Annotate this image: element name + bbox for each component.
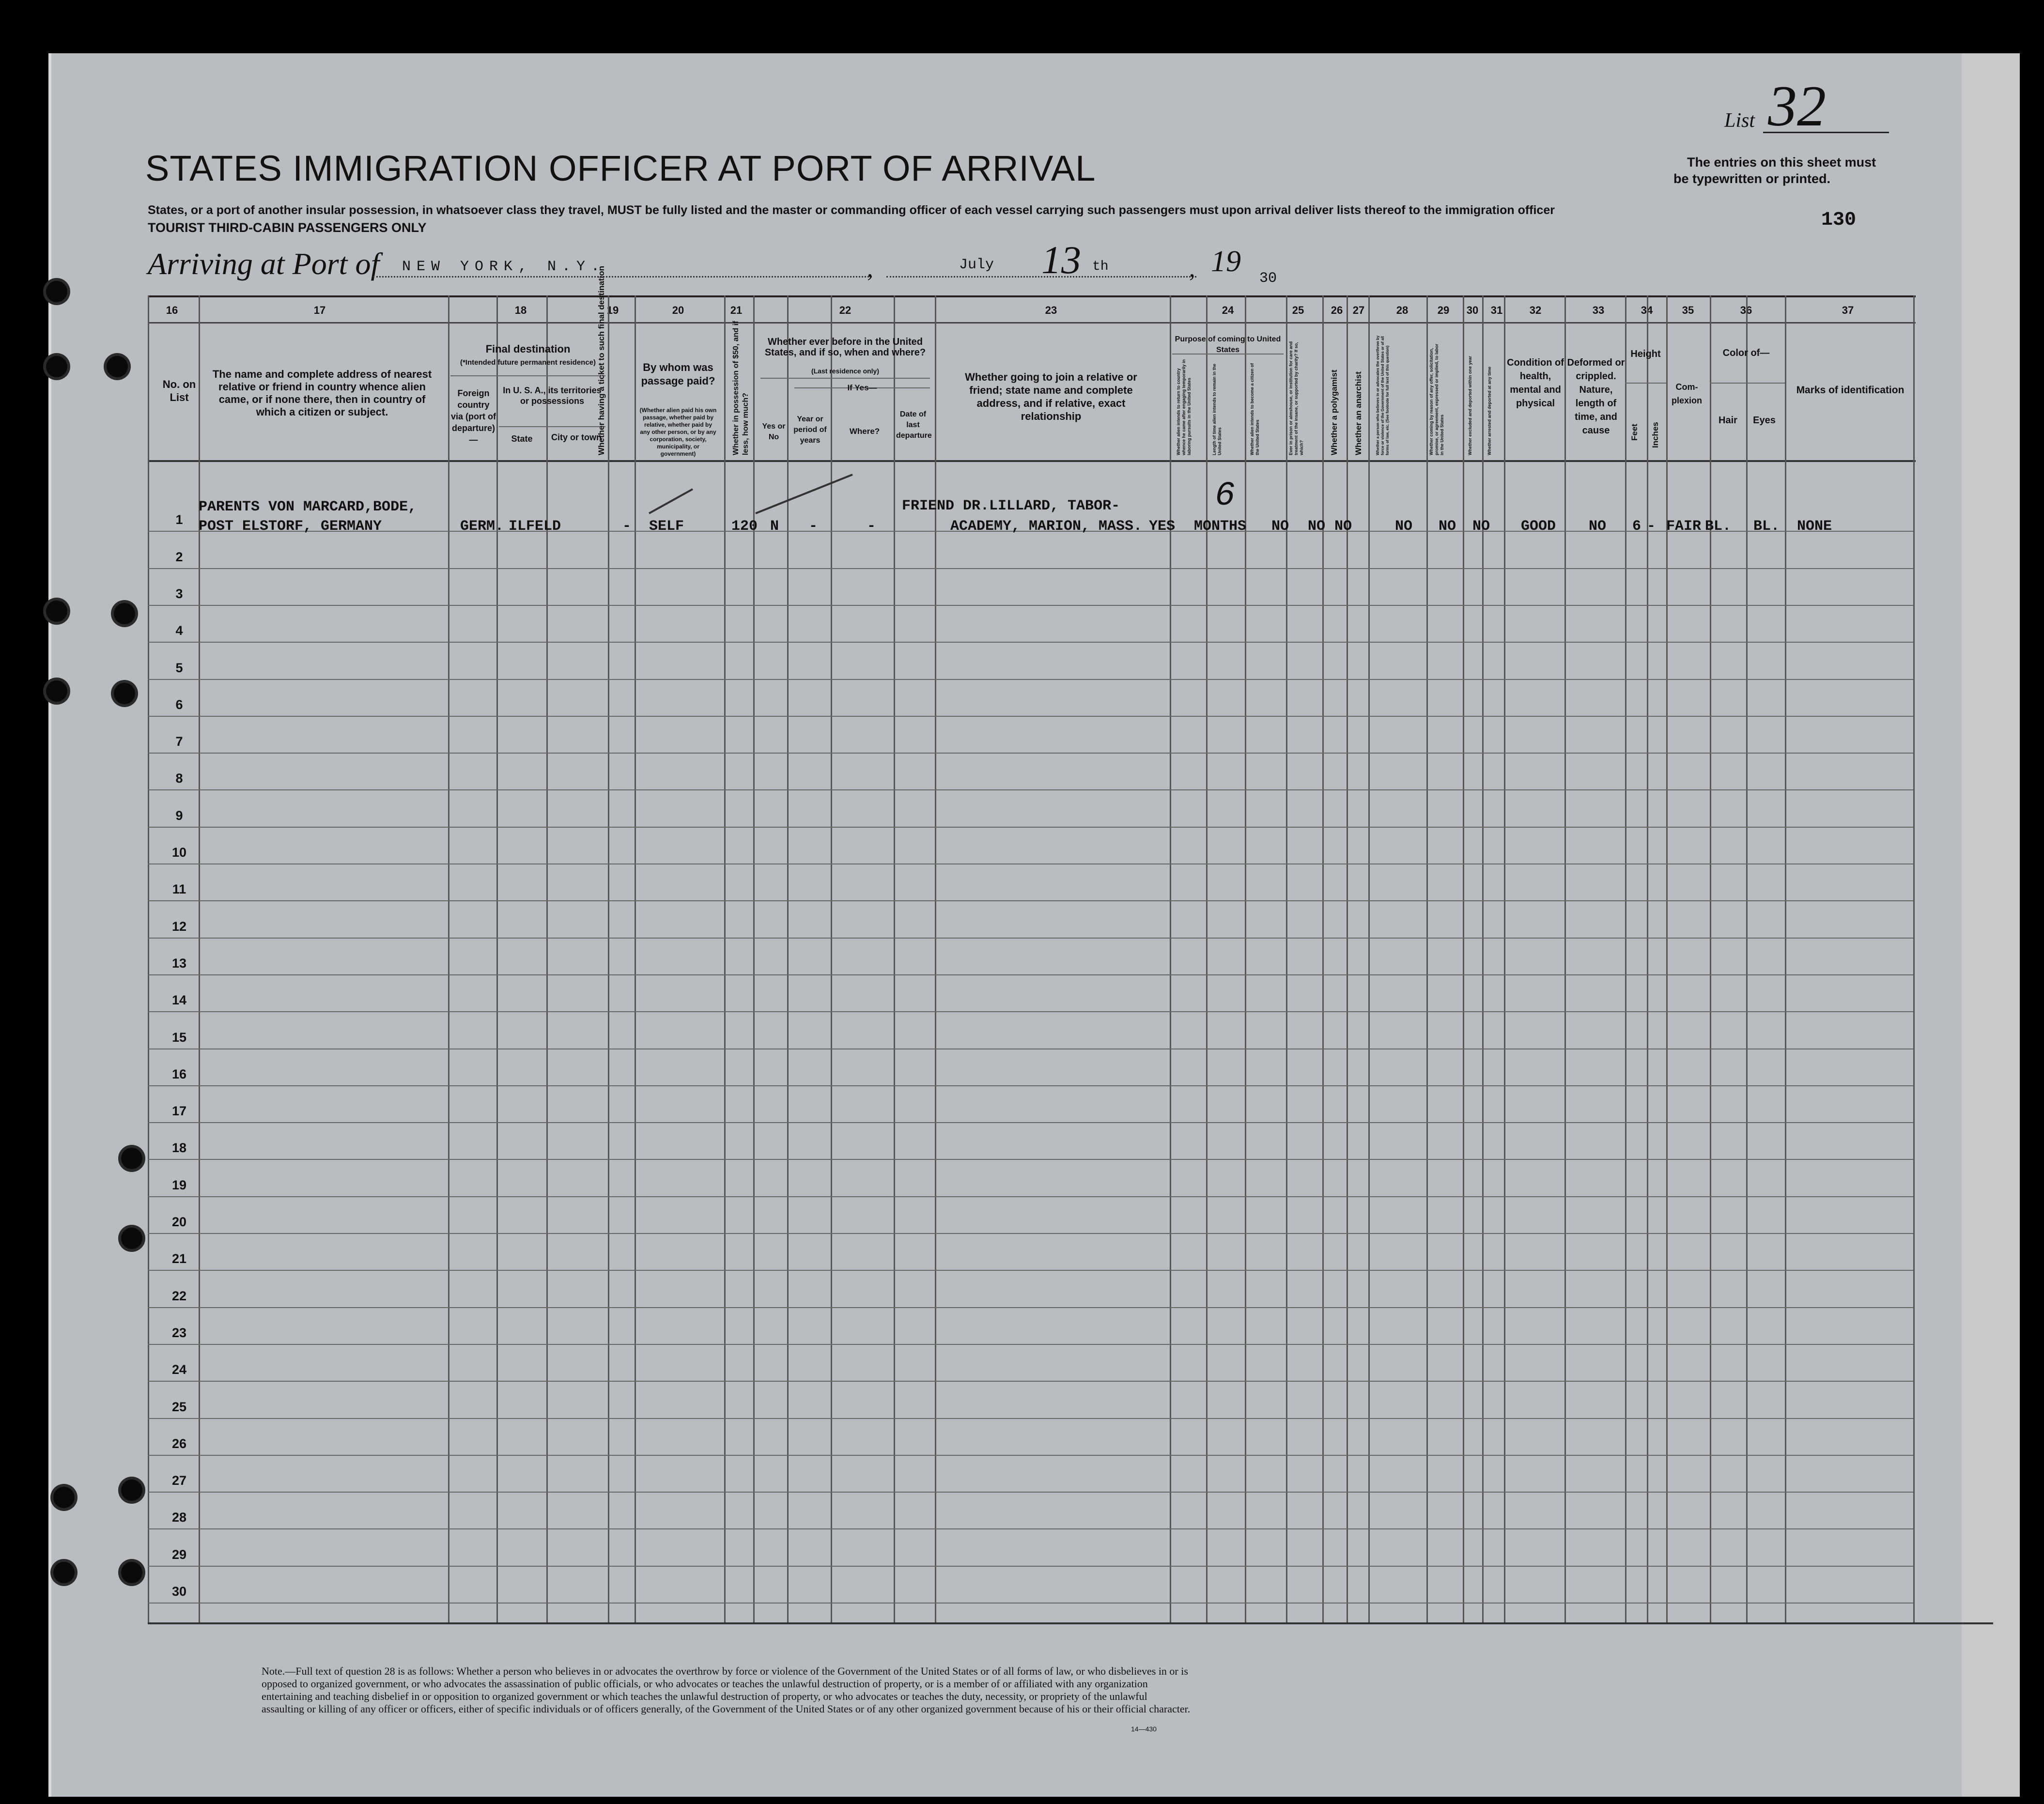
row-number: 29 <box>171 1547 187 1562</box>
entries-note-line-2: be typewritten or printed. <box>1673 171 1831 186</box>
col22-yesno: Yes or No <box>762 422 786 441</box>
form-number: 14—430 <box>1131 1725 1157 1733</box>
year-prefix: 19 <box>1211 245 1241 278</box>
col34-inches: Inches <box>1651 422 1660 448</box>
col36-eyes: Eyes <box>1753 415 1776 426</box>
col22-note: (Last residence only) <box>811 367 880 375</box>
row-number: 9 <box>175 808 183 823</box>
col18-usa: In U. S. A., its territories or possessions <box>503 385 602 406</box>
col30-value: NO <box>1472 518 1490 535</box>
column-number: 17 <box>313 304 326 316</box>
column-number: 19 <box>606 304 619 316</box>
years-before: - <box>809 518 818 535</box>
row-number: 26 <box>171 1436 187 1451</box>
col20-note: (Whether alien paid his own passage, whether paid by relative, whether paid by any other person, or by any corporation, society, municipality, or government) <box>639 407 717 457</box>
port-name: NEW YORK, N.Y. <box>402 259 606 275</box>
row-number: 27 <box>171 1473 187 1488</box>
been-before: N <box>770 518 779 535</box>
column-number: 33 <box>1592 304 1605 316</box>
row-number: 15 <box>171 1030 187 1045</box>
col20-header: By whom was passage paid? <box>641 361 715 387</box>
row-number: 6 <box>175 697 183 712</box>
column-number: 25 <box>1292 304 1304 316</box>
page-title: STATES IMMIGRATION OFFICER AT PORT OF ARRIVAL <box>145 148 1096 188</box>
col26-header: Whether a polygamist <box>1330 370 1339 455</box>
col29-value: NO <box>1439 518 1456 535</box>
column-number: 16 <box>166 304 178 316</box>
arrival-month: July <box>959 257 994 273</box>
col24b-header: Length of time alien intends to remain in the United States <box>1212 363 1222 455</box>
col18-note: (*Intended future permanent residence) <box>460 358 596 367</box>
list-label: List <box>1724 109 1755 132</box>
destination-city: ILFELD <box>509 518 561 535</box>
col24c-header: Whether alien intends to become a citizen of the United States <box>1250 363 1260 455</box>
column-number: 23 <box>1045 304 1057 316</box>
column-number: 21 <box>730 304 743 316</box>
column-number: 18 <box>514 304 527 316</box>
col24a-header: Whether alien intends to return to country whence he came after engaging temporarily in laboring pursuits in the United States <box>1176 359 1192 455</box>
height-inches: - <box>1647 518 1656 535</box>
row-number: 5 <box>175 660 183 675</box>
relative-address-line-1: PARENTS VON MARCARD,BODE, <box>199 499 417 515</box>
col33-header: Deformed or crippled. Nature, length of time, and cause <box>1567 357 1625 436</box>
column-number: 26 <box>1331 304 1343 316</box>
row-number: 17 <box>171 1104 187 1119</box>
col28-value: NO <box>1395 518 1413 535</box>
row-number: 2 <box>175 549 183 564</box>
joining-line-1: FRIEND DR.LILLARD, TABOR- <box>902 498 1120 514</box>
row-number: 11 <box>172 882 186 897</box>
row-number: 7 <box>175 734 183 749</box>
health: GOOD <box>1521 518 1556 535</box>
ticket: - <box>622 518 632 535</box>
col26-value: NO <box>1308 518 1326 535</box>
row-number: 20 <box>171 1215 187 1229</box>
row-number: 21 <box>171 1251 187 1266</box>
col22-year: Year or period of years <box>793 415 827 445</box>
row-number: 4 <box>175 623 183 638</box>
column-number: 34 <box>1641 304 1653 316</box>
col32-header: Condition of health, mental and physical <box>1507 357 1564 409</box>
height-feet: 6 <box>1632 518 1641 535</box>
column-number: 22 <box>839 304 852 316</box>
col29-header: Whether coming by reason of any offer, solicitation, promise, or agreement, expressed or implied, to labor in the United States <box>1429 343 1444 455</box>
col27-header: Whether an anarchist <box>1354 371 1363 455</box>
col16-header: No. on List <box>162 378 196 403</box>
footnote: Note.—Full text of question 28 is as follows: Whether a person who believes in or advocates the overthrow by force or violence of the Government of the United States or of all forms of law, or who disbelieves in or is opposed to organized government, or who advocates the assassination of public officials, or who advocates or teaches the unlawful destruction of property, or is a member of or affiliated with any organization entertaining and teaching disbelief in or opposition to organized government or which teaches the unlawful destruction of property, or who advocates or teaches the duty, necessity, or propriety of the unlawful assaulting or killing of any officer or officers, either of specific individuals or of officers generally, of the Government of the United States or of any other organized government because of his or their official character. <box>262 1665 1191 1715</box>
col34-header: Height <box>1630 349 1661 359</box>
row-number: 16 <box>171 1066 187 1081</box>
column-number: 35 <box>1682 304 1694 316</box>
row-number: 30 <box>171 1584 187 1599</box>
column-number: 36 <box>1740 304 1752 316</box>
column-number: 32 <box>1529 304 1542 316</box>
column-number: 24 <box>1222 304 1234 316</box>
col18-state: State <box>511 434 533 444</box>
col36-header: Color of— <box>1722 348 1770 358</box>
col36-hair: Hair <box>1719 415 1737 426</box>
column-number: 20 <box>672 304 684 316</box>
col30-header: Whether excluded and deported within one year <box>1468 355 1472 455</box>
col31-header: Whether arrested and deported at any time <box>1487 366 1492 455</box>
row-number: 3 <box>175 586 183 601</box>
col17-header: The name and complete address of nearest relative or friend in country whence alien came, or if none there, then in country of which a citizen or subject. <box>212 368 432 418</box>
column-number: 28 <box>1396 304 1409 316</box>
arrival-day: 13 <box>1041 238 1081 282</box>
row-number: 19 <box>171 1177 187 1192</box>
list-number: 32 <box>1768 74 1826 138</box>
row-number: 10 <box>171 845 187 860</box>
row-number: 13 <box>171 956 187 971</box>
row-number: 12 <box>171 919 187 934</box>
purpose-return: YES <box>1149 518 1176 535</box>
col23-header: Whether going to join a relative or friend; state name and complete address, and if relative, exact relationship <box>965 371 1137 422</box>
col24-header: Purpose of coming to United States <box>1175 335 1281 354</box>
col22-date: Date of last departure <box>896 410 932 440</box>
relative-address-line-2: POST ELSTORF, GERMANY <box>199 518 382 535</box>
row-number: 24 <box>171 1362 187 1377</box>
complexion: FAIR <box>1666 518 1702 535</box>
column-number: 31 <box>1490 304 1503 316</box>
length-of-stay-number: 6 <box>1215 477 1236 515</box>
comma: , <box>1189 255 1195 282</box>
where-before: - <box>867 518 876 535</box>
column-number: 37 <box>1842 304 1854 316</box>
page-number: 130 <box>1821 209 1857 231</box>
col34-feet: Feet <box>1630 424 1639 441</box>
length-of-stay-unit: MONTHS <box>1194 518 1247 535</box>
row-number: 14 <box>171 993 187 1008</box>
hair-color: BL. <box>1705 518 1732 535</box>
column-number: 29 <box>1437 304 1450 316</box>
col21-header: Whether in possession of $50, and if less, how much? <box>732 321 750 455</box>
column-number: 30 <box>1466 304 1479 316</box>
column-number: 27 <box>1352 304 1365 316</box>
row-number: 23 <box>171 1325 187 1340</box>
entries-note-line-1: The entries on this sheet must <box>1687 155 1876 170</box>
passenger-class: TOURIST THIRD-CABIN PASSENGERS ONLY <box>148 220 427 235</box>
row-number: 22 <box>171 1288 187 1303</box>
passage-paid-by: SELF <box>649 518 684 535</box>
col27-value: NO <box>1334 518 1352 535</box>
deformed: NO <box>1589 518 1607 535</box>
row-number: 8 <box>175 771 183 786</box>
comma: , <box>867 255 873 282</box>
row-number: 1 <box>175 512 183 527</box>
row-number: 28 <box>171 1510 187 1525</box>
col35-header: Com-plexion <box>1671 382 1702 405</box>
arrival-day-suffix: th <box>1092 259 1109 274</box>
col25-value: NO <box>1271 518 1289 535</box>
joining-line-2: ACADEMY, MARION, MASS. <box>950 518 1143 535</box>
year-suffix: 30 <box>1259 270 1277 287</box>
row-number: 18 <box>171 1141 187 1156</box>
arriving-label: Arriving at Port of <box>148 247 380 281</box>
col22-ifyes: If Yes— <box>847 383 877 392</box>
col19-header: Whether having a ticket to such final destination <box>597 265 606 455</box>
row-number: 25 <box>171 1399 187 1414</box>
subtitle: States, or a port of another insular possession, in whatsoever class they travel, MUST be fully listed and the master or commanding officer of each vessel carrying such passengers must upon arrival deliver lists thereof to the immigration officer <box>148 203 1555 217</box>
col22-header: Whether ever before in the United States, and if so, when and where? <box>764 337 926 358</box>
col37-header: Marks of identification <box>1796 385 1905 396</box>
col22-where: Where? <box>849 427 880 436</box>
col18-city: City or town <box>551 432 602 442</box>
col18-foreign: Foreign country via (port of departure)— <box>451 388 496 445</box>
col18-header: Final destination <box>485 343 571 355</box>
foreign-country: GERM. <box>460 518 504 535</box>
col28-header: Whether a person who believes in or advocates the overthrow by force or violence of the Government of the United States or of all forms of law, etc. (See footnote for full text of this question) <box>1376 335 1390 455</box>
money-in-possession: 120 <box>731 518 758 535</box>
col25-header: Ever in prison or almshouse, or institution for care and treatment of the insane, or supported by charity? If so, which? <box>1288 341 1304 455</box>
identification-marks: NONE <box>1797 518 1832 535</box>
eye-color: BL. <box>1753 518 1780 535</box>
